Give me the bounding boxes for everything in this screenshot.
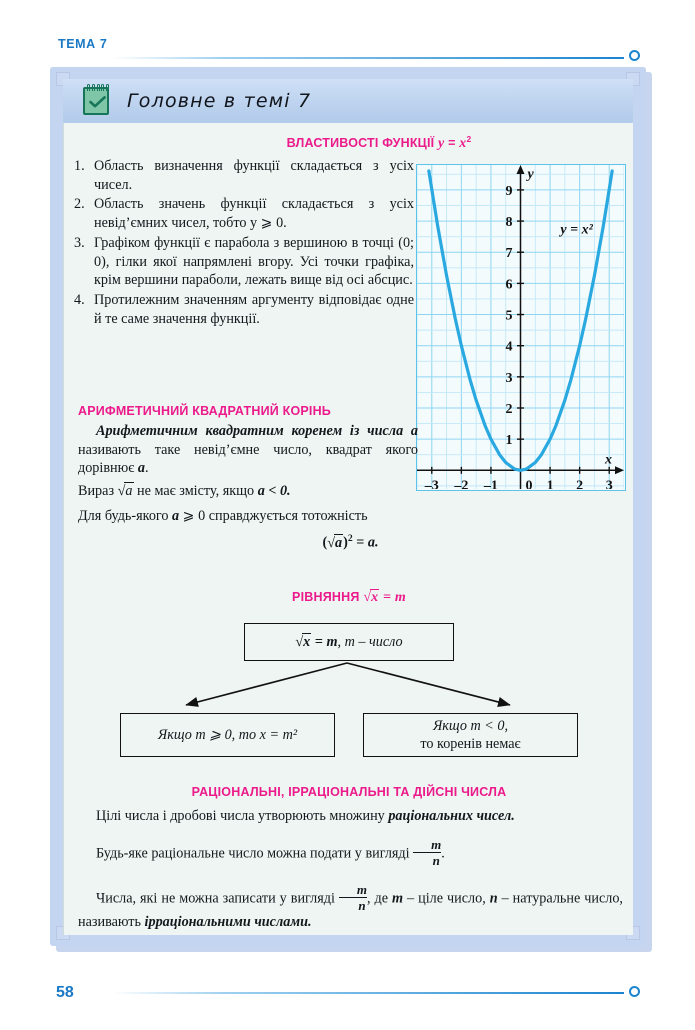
fraction-numerator: m — [431, 836, 442, 852]
equation-heading-text: РІВНЯННЯ — [292, 590, 364, 604]
numbers-p3-e: ірраціональними числами. — [144, 913, 312, 930]
section-heading-square-root: АРИФМЕТИЧНИЙ КВАДРАТНИЙ КОРІНЬ — [78, 404, 331, 418]
svg-text:4: 4 — [505, 339, 513, 355]
numbers-p3-b: , де — [367, 890, 393, 907]
equation-heading-sqrt-arg: x — [371, 590, 379, 605]
function-properties-list-wrap — [74, 157, 414, 330]
function-heading-text: ВЛАСТИВОСТІ ФУНКЦІЇ — [286, 136, 438, 151]
numbers-paragraph-2 — [78, 838, 623, 868]
fraction-m-over-n — [413, 838, 441, 868]
flow-top-m: m — [326, 633, 338, 650]
numbers-p2-end: . — [441, 845, 445, 862]
numbers-p3-n: n — [489, 890, 498, 907]
fraction-denominator: n — [432, 852, 440, 868]
list-item: Область визначення функції складається з усіх чисел. — [94, 158, 414, 193]
identity-exponent: 2 — [347, 533, 353, 545]
sqrt-line3-b: ⩾ 0 справджується тотожність — [179, 507, 368, 524]
footer-dot-icon — [629, 986, 640, 997]
header-rule — [112, 57, 624, 59]
function-heading-y: y — [438, 136, 445, 152]
flow-top-tail: , m – число — [337, 633, 403, 650]
sqrt-definition-bold-2: a — [137, 460, 145, 477]
sqrt-definition-rest: називають таке невід’ємне число, квадрат якого дорівнює — [78, 441, 418, 477]
card-title: Головне в темі 7 — [127, 90, 312, 112]
check-icon — [89, 96, 106, 108]
sqrt-line2-cond: a — [257, 483, 265, 499]
flow-box-left — [120, 713, 335, 757]
sqrt-line2-c: < 0. — [264, 483, 291, 499]
svg-text:5: 5 — [505, 308, 513, 324]
flow-right-line2: то коренів немає — [420, 736, 521, 752]
identity-eq: = — [352, 535, 368, 552]
card-header — [63, 79, 633, 123]
flow-box-top — [244, 623, 454, 661]
arrow-left — [186, 663, 347, 705]
notepad-spiral-icon — [87, 84, 109, 91]
svg-text:3: 3 — [605, 478, 613, 489]
svg-text:–2: –2 — [454, 478, 469, 489]
svg-text:7: 7 — [505, 246, 513, 262]
flow-top-sqrt-arg: x — [303, 633, 311, 650]
sqrt-definition-end: . — [144, 460, 149, 477]
svg-text:x: x — [605, 452, 612, 468]
parabola-chart — [416, 164, 626, 491]
fraction-denominator-2: n — [358, 898, 366, 914]
numbers-p1-a: Цілі числа і дробові числа утворюють множину — [96, 808, 389, 824]
chart-canvas — [417, 165, 624, 489]
sqrt-line2-a: Вираз — [78, 483, 118, 499]
equation-heading-eq: = — [379, 590, 395, 605]
arrow-right — [347, 663, 510, 705]
svg-text:3: 3 — [505, 370, 513, 386]
numbers-paragraph-3 — [78, 883, 623, 931]
svg-text:8: 8 — [505, 215, 513, 231]
numbers-p2-a: Будь-яке раціональне число можна подати у вигляді — [96, 845, 414, 862]
flow-arrows — [64, 661, 634, 713]
flow-right-line1: Якщо m < 0, — [432, 717, 509, 734]
list-item: Область значень функції складається з усіх невід’ємних чисел, тобто y ⩾ 0. — [94, 196, 414, 232]
flow-top-eq: = — [311, 633, 327, 650]
sqrt-definition-bold: Арифметичним квадратним коренем із числа a — [96, 423, 418, 439]
function-heading-x: x — [459, 136, 467, 152]
svg-text:9: 9 — [505, 183, 513, 199]
identity-sqrt-glyph: √a — [327, 535, 343, 552]
numbers-paragraph-1 — [78, 807, 623, 826]
flow-box-right — [363, 713, 578, 757]
svg-text:1: 1 — [546, 478, 554, 489]
numbers-p3-a: Числа, які не можна записати у вигляді — [96, 890, 339, 907]
fraction-m-over-n-2 — [339, 883, 367, 913]
flow-left-text: Якщо m ⩾ 0, то x = m² — [157, 726, 298, 743]
section-heading-equation — [64, 590, 634, 606]
header-dot-icon — [629, 50, 640, 61]
identity-rparen: ) — [343, 535, 348, 552]
identity-rhs: a. — [367, 535, 379, 552]
notepad-check-icon — [83, 87, 109, 115]
function-properties-list — [74, 157, 414, 329]
svg-text:–3: –3 — [424, 478, 439, 489]
sqrt-identity — [78, 533, 623, 552]
svg-text:2: 2 — [576, 478, 584, 489]
sqrt-glyph-arg: a — [125, 483, 133, 499]
function-heading-exponent: 2 — [466, 134, 472, 144]
list-item: Графіком функції є парабола з вершиною в точці (0; 0), гілки якої напрямлені вгору. Усі точки графіка, крім вершини параболи, лежать вище від осі абсцис. — [94, 234, 414, 289]
sqrt-line3-a: Для будь-якого — [78, 507, 173, 524]
svg-text:2: 2 — [505, 402, 513, 417]
page-number: 58 — [56, 984, 74, 1001]
sqrt-line-no-meaning — [78, 482, 623, 501]
content-sheet — [63, 123, 633, 935]
svg-text:6: 6 — [505, 277, 513, 293]
numbers-p3-c: – ціле число, — [403, 890, 490, 907]
fraction-numerator-2: m — [356, 882, 367, 898]
sqrt-line3-var: a — [172, 507, 180, 524]
equation-heading-sqrt: √x — [363, 590, 379, 605]
section-heading-numbers: РАЦІОНАЛЬНІ, ІРРАЦІОНАЛЬНІ ТА ДІЙСНІ ЧИСЛА — [191, 785, 507, 799]
function-heading-eq: = — [444, 136, 460, 151]
chart-annotation: y = x² — [560, 222, 593, 238]
sqrt-line2-b: не має змісту, якщо — [133, 483, 258, 499]
list-item: Протилежним значенням аргументу відповідає одне й те саме значення функції. — [94, 292, 414, 327]
svg-text:–1: –1 — [483, 478, 498, 489]
sqrt-line-identity-intro — [78, 507, 623, 526]
flow-top-sqrt: √x — [295, 633, 311, 650]
section-heading-function-properties — [214, 134, 544, 152]
numbers-p3-m: m — [392, 890, 404, 907]
sqrt-glyph: √a — [117, 483, 133, 499]
svg-text:1: 1 — [505, 433, 513, 449]
svg-text:y: y — [527, 167, 534, 182]
numbers-p1-b: раціональних чисел. — [388, 808, 515, 824]
sqrt-definition — [78, 422, 418, 478]
svg-text:0: 0 — [525, 478, 533, 489]
equation-heading-m: m — [394, 590, 406, 605]
numbers-p3-d: – натуральне число, називають — [78, 890, 623, 930]
running-head: ТЕМА 7 — [58, 37, 108, 51]
footer-rule — [112, 992, 624, 994]
identity-lparen: ( — [322, 535, 328, 552]
identity-sqrt-arg: a — [335, 535, 343, 552]
